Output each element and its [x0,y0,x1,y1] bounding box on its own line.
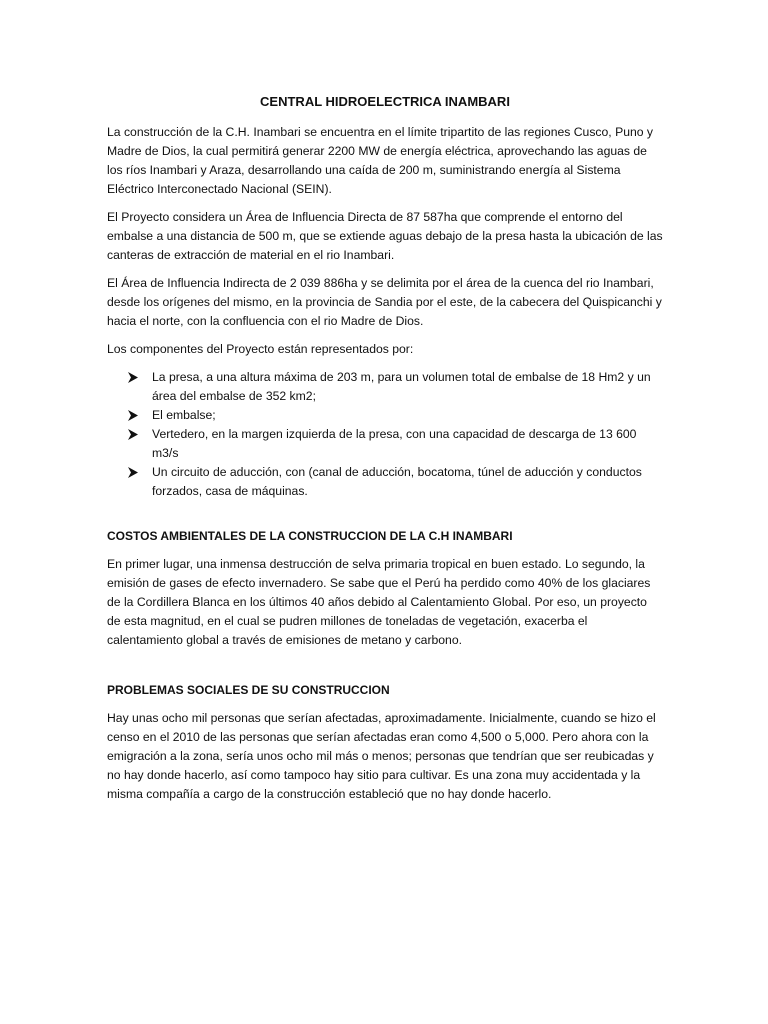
intro-paragraph-location: La construcción de la C.H. Inambari se encuentra en el límite tripartito de las regiones Cusco, Puno y Madre de Dios, la cual permitirá generar 2200 MW de energía eléctrica, aprovechando las aguas de los ríos Inambari y Araza, desarrollando una caída de 200 m, suministrando energía al Sistema Eléctrico Interconectado Nacional (SEIN). [107,125,654,196]
list-item [107,368,663,406]
social-problems-paragraph: Hay unas ocho mil personas que serían afectadas, aproximadamente. Inicialmente, cuando se hizo el censo en el 2010 de las personas que serían afectadas eran como 4,500 o 5,000. Pero ahora con la emigración a la zona, sería unos ocho mil más o menos; personas que tendrían que ser reubicadas y no hay donde hacerlo, así como tampoco hay sitio para cultivar. Es una zona muy accidentada y la misma compañía a cargo de la construcción estableció que no hay donde hacerlo. [107,711,656,801]
list-item-text: El embalse; [152,408,216,422]
list-item-text: La presa, a una altura máxima de 203 m, para un volumen total de embalse de 18 Hm2 y un área del embalse de 352 km2; [152,370,651,403]
intro-paragraph-direct-influence: El Proyecto considera un Área de Influencia Directa de 87 587ha que comprende el entorno del embalse a una distancia de 500 m, que se extiende aguas debajo de la presa hasta la ubicación de las canteras de extracción de material en el rio Inambari. [107,210,663,262]
section-heading-social-problems: PROBLEMAS SOCIALES DE SU CONSTRUCCION [107,683,390,697]
arrowhead-bullet-icon [127,368,141,387]
document-page [107,92,663,813]
intro-paragraph-indirect-influence: El Área de Influencia Indirecta de 2 039 886ha y se delimita por el área de la cuenca del rio Inambari, desde los orígenes del mismo, en la provincia de Sandia por el este, de la cabecera del Quispicanchi y hacia el norte, con la confluencia con el rio Madre de Dios. [107,276,662,328]
environmental-costs-paragraph: En primer lugar, una inmensa destrucción de selva primaria tropical en buen estado. Lo segundo, la emisión de gases de efecto invernadero. Se sabe que el Perú ha perdido como 40% de los glaciares de la Cordillera Blanca en los últimos 40 años debido al Calentamiento Global. Por eso, un proyecto de esta magnitud, en el cual se pudren millones de toneladas de vegetación, exacerba el calentamiento global a través de emisiones de metano y carbono. [107,557,651,647]
list-item-text: Vertedero, en la margen izquierda de la presa, con una capacidad de descarga de 13 600 m3/s [152,427,637,460]
list-item-text: Un circuito de aducción, con (canal de aducción, bocatoma, túnel de aducción y conductos forzados, casa de máquinas. [152,465,642,498]
list-item [107,406,663,425]
arrowhead-bullet-icon [127,425,141,444]
arrowhead-bullet-icon [127,406,141,425]
arrowhead-bullet-icon [127,463,141,482]
list-item [107,425,663,463]
components-list [107,368,663,501]
document-title: CENTRAL HIDROELECTRICA INAMBARI [260,94,510,109]
intro-paragraph-components-lead: Los componentes del Proyecto están representados por: [107,342,414,356]
list-item [107,463,663,501]
section-heading-environmental-costs: COSTOS AMBIENTALES DE LA CONSTRUCCION DE LA C.H INAMBARI [107,529,513,543]
